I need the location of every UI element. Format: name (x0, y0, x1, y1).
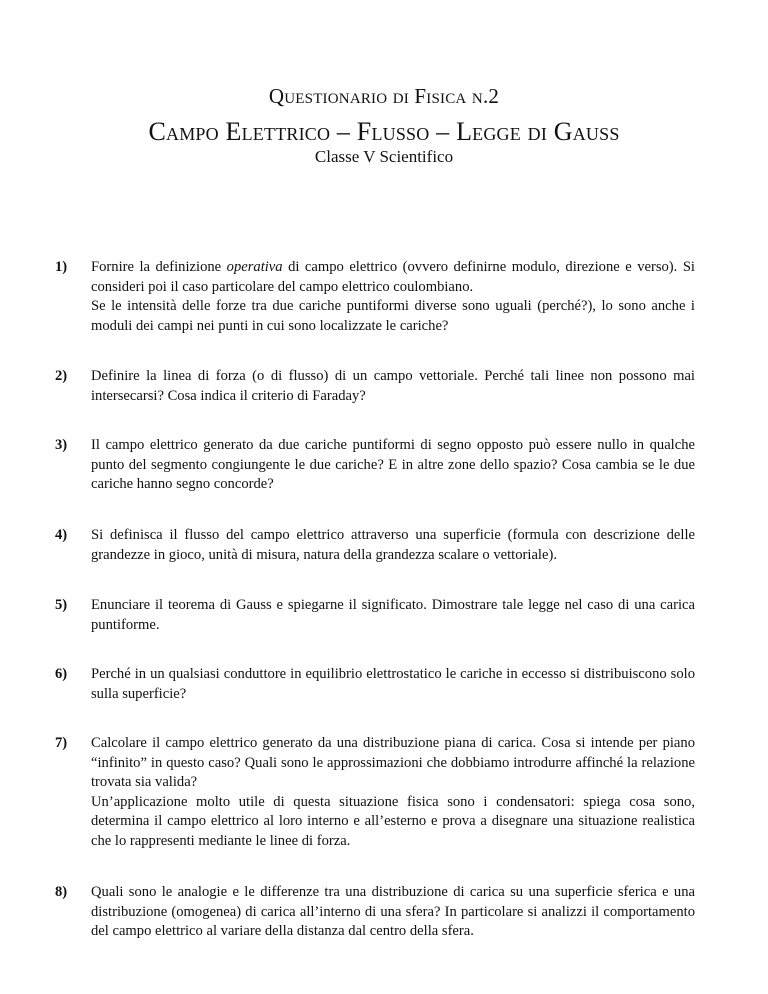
question-text: Quali sono le analogie e le differenze tra una distribuzione di carica su una superficie sferica e una distribuzione (omogenea) di carica all’interno di una sfera? In particolare si analizzi il comportamento del campo elettrico al variare della distanza dal centro della sfera. (91, 884, 695, 940)
question-text: Enunciare il teorema di Gauss e spiegarne il significato. Dimostrare tale legge nel caso di una carica puntiforme. (91, 597, 695, 633)
question-text: Calcolare il campo elettrico generato da una distribuzione piana di carica. Cosa si intende per piano “infinito” in questo caso? Quali sono le approssimazioni che dobbiamo introdurre affinché la relazione trovata sia valida? Un’applicazione molto utile di questa situazione fisica sono i condensatori: spiega cosa sono, determina il campo elettrico al loro interno e all’esterno e prova a disegnare una situazione realistica che lo rappresenti mediante le linee di forza. (91, 735, 695, 849)
question-number: 2) (55, 368, 68, 384)
question-1 (55, 258, 695, 336)
question-text: Il campo elettrico generato da due cariche puntiformi di segno opposto può essere nullo in qualche punto del segmento congiungente le due cariche? E in altre zone dello spazio? Cosa cambia se le due cariche hanno segno concorde? (91, 437, 695, 493)
question-number: 1) (55, 259, 68, 275)
question-number: 3) (55, 437, 68, 453)
question-7 (55, 734, 695, 852)
question-number: 6) (55, 666, 68, 682)
question-text: Si definisca il flusso del campo elettrico attraverso una superficie (formula con descrizione delle grandezze in gioco, unità di misura, natura della grandezza scalare o vettoriale). (91, 527, 695, 563)
question-number: 8) (55, 884, 68, 900)
question-number: 7) (55, 735, 68, 751)
question-6 (55, 665, 695, 704)
emphasis-operativa: operativa (226, 259, 283, 275)
question-5 (55, 596, 695, 635)
question-number: 5) (55, 597, 68, 613)
question-4 (55, 526, 695, 565)
document-subtitle: Classe V Scientifico (314, 147, 454, 166)
document-title: Questionario di Fisica n.2 (268, 84, 500, 108)
question-2 (55, 367, 695, 406)
document-topic-title: Campo Elettrico – Flusso – Legge di Gauss (148, 117, 620, 146)
question-3 (55, 436, 695, 495)
question-number: 4) (55, 527, 68, 543)
question-text: Fornire la definizione operativa di campo elettrico (ovvero definirne modulo, direzione e verso). Si consideri poi il caso particolare del campo elettrico coulombiano. Se le intensità delle forze tra due cariche puntiformi diverse sono uguali (perché?), lo sono anche i moduli dei campi nei punti in cui sono localizzate le cariche? (91, 259, 695, 334)
question-text: Perché in un qualsiasi conduttore in equilibrio elettrostatico le cariche in eccesso si distribuiscono solo sulla superficie? (91, 666, 695, 702)
question-8 (55, 883, 695, 942)
question-text: Definire la linea di forza (o di flusso) di un campo vettoriale. Perché tali linee non possono mai intersecarsi? Cosa indica il criterio di Faraday? (91, 368, 695, 404)
